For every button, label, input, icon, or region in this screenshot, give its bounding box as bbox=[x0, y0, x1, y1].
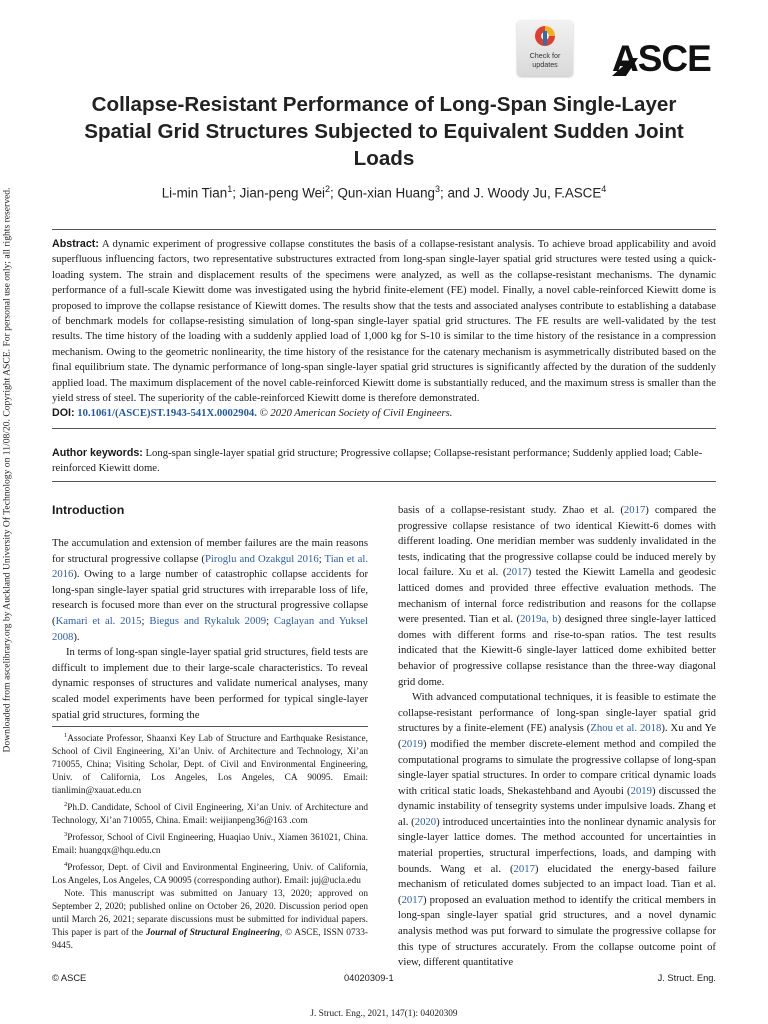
abstract-body: A dynamic experiment of progressive collapse constitutes the basis of a collapse-resistant analysis. To achieve broad applicability and avoid superfluous influencing factors, two representative substructures extracted from long-span single-layer spatial grid structures were tested using a quick-loading system. The strain and displacement results of the specimens were analyzed, as well as the collapse-resistant mechanisms. The dynamic performance of a full-scale Kiewitt dome was investigated using the hybrid finite-element (FE) model. Finally, a novel cable-reinforced Kiewitt dome is proposed to improve the collapse resistance of Kiewitt domes. The results show that the tests and associated analyses contribute to establishing a database of benchmark models for collapse-resisting simulation of long-span single-layer spatial grid structures. The FE results are well-validated by the test results. The time history of the loading with a suddenly applied load of 1,000 kg for S-10 is similar to the time history of the resistance in a compression mechanism. Owing to the geometric nonlinearity, the time history of the resistance for the catenary mechanism is asymmetrically distributed based on the final equilibrium state. The dynamic performance of long-span single-layer spatial grid structures is significantly affected by the duration of the suddenly applied load. The maximum displacement of the novel cable-reinforced Kiewitt dome is substantially reduced, and the maximum stress is smaller than the yield stress of steel. The superiority of the cable-reinforced Kiewitt dome is therefore demonstrated. bbox=[52, 238, 716, 405]
citation-link[interactable]: Piroglu and Ozakgul 2016 bbox=[204, 552, 319, 565]
citation-link[interactable]: 2019 bbox=[630, 784, 652, 797]
footer-journal: J. Struct. Eng. bbox=[657, 973, 716, 983]
body-text: ). Xu and Ye ( bbox=[398, 722, 716, 750]
citation-link[interactable]: Zhou et al. 2018 bbox=[590, 722, 662, 735]
check-for-updates-badge[interactable] bbox=[517, 20, 573, 76]
author-name: Jian-peng Wei bbox=[239, 185, 326, 201]
body-text: ; bbox=[141, 614, 150, 627]
bottom-citation: J. Struct. Eng., 2021, 147(1): 04020309 bbox=[310, 1009, 458, 1019]
citation-link[interactable]: 2017 bbox=[506, 566, 528, 579]
footnote-text: Ph.D. Candidate, School of Civil Engineering, Xi’an Univ. of Architecture and Technology, Xi’an 710055, China. Email: weijianpeng36@163 .com bbox=[52, 803, 368, 827]
body-text: ) modified the member discrete-element method and compiled the computational programs to simulate the progressive collapse of long-span single-layer spatial structures. In order to compare critical dynamic loads with critical static loads, Shekastehband and Ayoubi ( bbox=[398, 737, 716, 797]
note-text: , © ASCE, ISSN 0733-9445. bbox=[52, 928, 368, 952]
keywords-body: Long-span single-layer spatial grid structure; Progressive collapse; Collapse-resistant performance; Suddenly applied load; Cable-reinforced Kiewitt dome. bbox=[52, 447, 703, 475]
doi-link[interactable]: 10.1061/(ASCE)ST.1943-541X.0002904. bbox=[77, 407, 257, 420]
citation-link[interactable]: Tian et al. 2016 bbox=[52, 552, 369, 581]
abstract-label: Abstract: bbox=[52, 238, 99, 250]
footnote-3 bbox=[52, 828, 368, 858]
footnote-4 bbox=[52, 858, 368, 888]
right-column bbox=[398, 503, 716, 971]
body-paragraph-fe bbox=[398, 690, 716, 971]
body-text: ). bbox=[73, 630, 80, 643]
crossmark-icon bbox=[534, 25, 556, 47]
footer-page-id: 04020309-1 bbox=[344, 973, 394, 983]
citation-link[interactable]: 2017 bbox=[401, 893, 423, 906]
citation-link[interactable]: 2017 bbox=[513, 862, 535, 875]
paper-title: Collapse-Resistant Performance of Long-Span Single-Layer Spatial Grid Structures Subjected to Equivalent Sudden Joint Loads bbox=[84, 93, 684, 170]
footnote-1 bbox=[52, 729, 368, 798]
body-text: In terms of long-span single-layer spatial grid structures, field tests are difficult to implement due to their large-scale characteristics. To reveal dynamic responses of structures and validate numerical analyses, many scaled model experiments have been performed for typical single-layer spatial grid structures, forming the bbox=[52, 646, 368, 721]
footnotes bbox=[52, 726, 368, 953]
author-affiliation-mark: 4 bbox=[601, 184, 607, 194]
citation-link[interactable]: Biegus and Rykaluk 2009 bbox=[149, 614, 267, 627]
body-text: ; bbox=[318, 552, 325, 565]
keywords-section bbox=[52, 446, 716, 482]
author-affiliation-mark: 3 bbox=[435, 184, 441, 194]
author-list bbox=[60, 184, 708, 200]
author-affiliation-mark: 1 bbox=[227, 184, 233, 194]
body-text: ) designed three single-layer latticed domes with different forms and rise-to-span ratios. The test results indicated that the Kiewitt-6 single-layer latticed dome exhibited better behavior of progressive collapse resistance than the three-way diagonal grid dome. bbox=[398, 613, 717, 688]
body-text: ). Owing to a large number of catastrophic collapse accidents for long-span single-layer spatial grid structures with irreparable loss of life, research is focused more than ever on the structural progressive collapse ( bbox=[52, 568, 368, 627]
footnote-mark: 3 bbox=[64, 831, 68, 839]
keywords-label: Author keywords: bbox=[52, 447, 143, 459]
abstract-section bbox=[52, 229, 716, 429]
asce-logo bbox=[612, 38, 716, 82]
body-text: ) elucidated the energy-based failure mechanism of reticulated domes subjected to an impact load. Tian et al. ( bbox=[398, 862, 716, 906]
footnote-mark: 2 bbox=[64, 801, 68, 809]
download-sidebar-note bbox=[0, 0, 16, 1024]
intro-paragraph-2 bbox=[52, 645, 368, 723]
body-text: basis of a collapse-resistant study. Zhao et al. ( bbox=[398, 504, 624, 516]
badge-line-1: Check for bbox=[529, 51, 561, 60]
citation-link[interactable]: Caglayan and Yuksel 2008 bbox=[52, 614, 368, 643]
body-text: The accumulation and extension of member failures are the main reasons for structural progressive collapse ( bbox=[52, 537, 368, 565]
body-paragraph-continued bbox=[398, 503, 716, 690]
author-separator: ; bbox=[232, 185, 240, 201]
author-name: J. Woody Ju, F.ASCE bbox=[473, 185, 602, 201]
intro-paragraph-1 bbox=[52, 536, 368, 645]
body-text: ) introduced uncertainties into the nonlinear dynamic analysis for single-layer lattice domes. The method accounted for uncertainties in material properties, structural imperfections, loads, and damping with bounds. Wang et al. ( bbox=[398, 815, 716, 875]
body-text: ) proposed an evaluation method to identify the critical members in long-span single-layer spatial grid structures, and a novel dynamic analysis method was put forward to simulate the progressive collapse for this type of structures accurately. From the collapse outcome point of view, different quantitative bbox=[398, 893, 716, 969]
body-text: With advanced computational techniques, it is feasible to estimate the collapse-resistant performance of long-span single-layer spatial grid structures by a finite-element (FE) analysis ( bbox=[398, 691, 716, 735]
doi-label: DOI: bbox=[52, 407, 75, 420]
citation-link[interactable]: 2020 bbox=[414, 815, 437, 828]
footnote-mark: 4 bbox=[64, 861, 68, 869]
badge-line-2: updates bbox=[532, 60, 558, 69]
footer-copyright: © ASCE bbox=[52, 973, 87, 983]
submission-note bbox=[52, 888, 368, 953]
citation-link[interactable]: Kamari et al. 2015 bbox=[55, 614, 142, 627]
author-separator: ; and bbox=[440, 185, 474, 201]
copyright-note: © 2020 American Society of Civil Engineers. bbox=[259, 407, 453, 420]
author-name: Li-min Tian bbox=[161, 185, 228, 201]
footnote-text: Associate Professor, Shaanxi Key Lab of Structure and Earthquake Resistance, School of Civil Engineering, Xi’an Univ. of Architecture and Technology, Xi’an 710055, China; Visiting Scholar, Dept. of Civil and Environmental Engineering, Univ. of California, Los Angeles, Los Angeles, CA 90095. Email: tianlimin@xauat.edu.cn bbox=[52, 734, 368, 797]
body-text: ) discussed the dynamic instability of tensegrity systems under impulsive loads. Zhang et al. ( bbox=[398, 784, 716, 828]
body-text: ) tested the Kiewitt Lamella and geodesic latticed domes and provided three effective evaluation methods. The mechanism of internal force redistribution and reasons for the collapse were presented. Tian et al. ( bbox=[398, 566, 716, 626]
footnote-mark: 1 bbox=[64, 732, 68, 739]
download-note-text: Downloaded from ascelibrary.org by Auckland University Of Technology on 11/08/20. Copyright ASCE. For personal use only; all rights reserved. bbox=[1, 187, 13, 753]
author-name: Qun-xian Huang bbox=[337, 185, 435, 201]
footnote-text: Professor, School of Civil Engineering, Huaqiao Univ., Xiamen 361021, China. Email: huangqx@hqu.edu.cn bbox=[52, 833, 368, 857]
citation-link[interactable]: 2017 bbox=[623, 504, 646, 516]
author-separator: ; bbox=[330, 185, 338, 201]
asce-logo-text: ASCE bbox=[612, 38, 711, 79]
keywords-paragraph bbox=[52, 446, 716, 477]
footnote-text: Professor, Dept. of Civil and Environmental Engineering, Univ. of California, Los Angeles, Los Angeles, CA 90095 (corresponding author). Email: juj@ucla.edu bbox=[52, 863, 368, 887]
body-text: ) compared the progressive collapse resistance of two identical Kiewitt-6 domes with different loading. One meridian member was suddenly invalidated in the tests, indicating that the progressive collapse could be induced merely by local failure. Xu et al. ( bbox=[398, 504, 717, 579]
body-text: ; bbox=[266, 614, 274, 627]
introduction-heading: Introduction bbox=[52, 503, 125, 517]
citation-link[interactable]: 2019 bbox=[401, 737, 423, 750]
abstract-paragraph bbox=[52, 237, 716, 422]
citation-link[interactable]: 2019a, b bbox=[520, 613, 558, 626]
author-affiliation-mark: 2 bbox=[325, 184, 331, 194]
note-text: Note. This manuscript was submitted on January 13, 2020; approved on September 2, 2020; published online on October 26, 2020. Discussion period open until March 26, 2021; separate discussions must be submitted for individual papers. This paper is part of the bbox=[52, 889, 368, 939]
footnote-2 bbox=[52, 798, 368, 828]
left-column bbox=[52, 503, 368, 723]
badge-label bbox=[517, 51, 573, 69]
journal-name: Journal of Structural Engineering bbox=[145, 928, 280, 939]
